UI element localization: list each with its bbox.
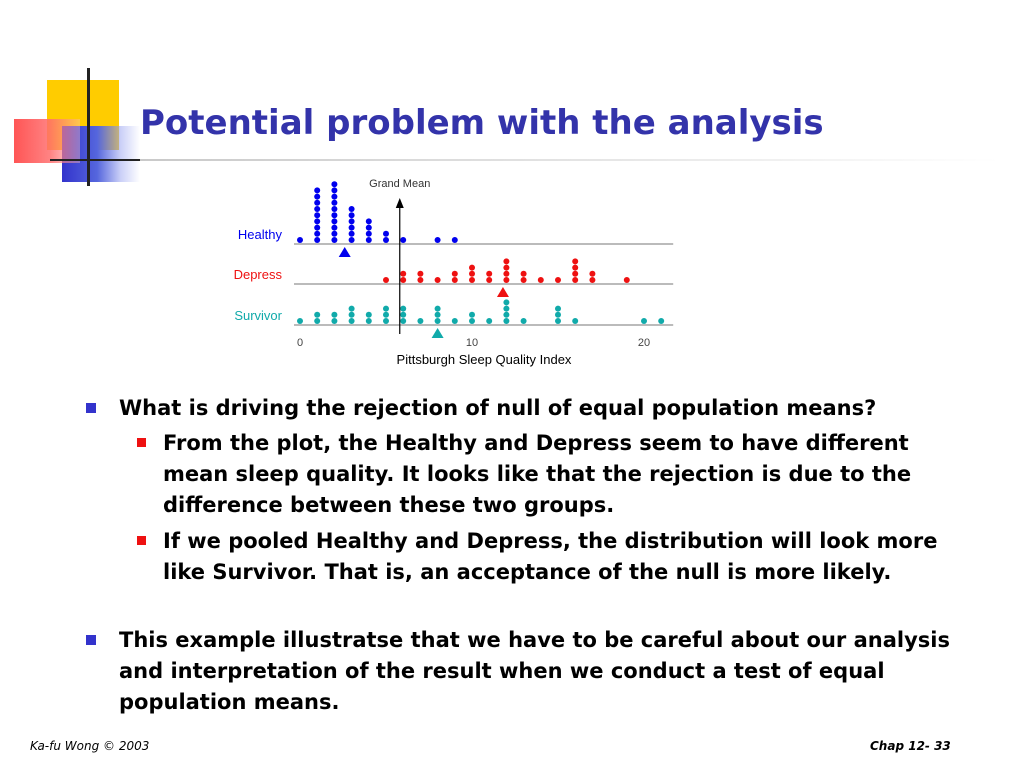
data-point-depress <box>417 277 423 283</box>
data-point-survivor <box>452 318 458 324</box>
data-point-healthy <box>314 237 320 243</box>
data-point-depress <box>589 271 595 277</box>
grand-mean-label: Grand Mean <box>369 178 431 190</box>
data-point-healthy <box>331 225 337 231</box>
data-point-healthy <box>366 225 372 231</box>
data-point-depress <box>521 271 527 277</box>
decor-horizontal-line <box>50 159 140 161</box>
data-point-healthy <box>331 206 337 212</box>
data-point-healthy <box>331 187 337 193</box>
slide-title: Potential problem with the analysis <box>140 103 824 143</box>
data-point-survivor <box>383 306 389 312</box>
title-underline <box>140 159 1000 161</box>
data-point-healthy <box>400 237 406 243</box>
data-point-survivor <box>572 318 578 324</box>
data-point-survivor <box>314 318 320 324</box>
data-point-depress <box>469 271 475 277</box>
data-point-survivor <box>314 312 320 318</box>
data-point-survivor <box>469 318 475 324</box>
data-point-survivor <box>417 318 423 324</box>
data-point-depress <box>589 277 595 283</box>
data-point-healthy <box>331 218 337 224</box>
data-point-survivor <box>400 318 406 324</box>
data-point-survivor <box>297 318 303 324</box>
data-point-healthy <box>349 237 355 243</box>
bullet-marker <box>86 635 96 645</box>
data-point-healthy <box>314 225 320 231</box>
data-point-healthy <box>314 200 320 206</box>
data-point-depress <box>452 271 458 277</box>
data-point-depress <box>503 265 509 271</box>
data-point-survivor <box>555 306 561 312</box>
mean-marker-survivor <box>432 328 444 338</box>
data-point-healthy <box>331 200 337 206</box>
data-point-depress <box>452 277 458 283</box>
data-point-depress <box>435 277 441 283</box>
data-point-healthy <box>452 237 458 243</box>
data-point-healthy <box>331 181 337 187</box>
data-point-survivor <box>400 312 406 318</box>
data-point-survivor <box>435 306 441 312</box>
data-point-healthy <box>314 194 320 200</box>
data-point-depress <box>503 258 509 264</box>
data-point-survivor <box>555 312 561 318</box>
data-point-survivor <box>383 312 389 318</box>
mean-marker-depress <box>497 287 509 297</box>
data-point-survivor <box>349 318 355 324</box>
data-point-depress <box>469 277 475 283</box>
data-point-depress <box>417 271 423 277</box>
data-point-healthy <box>331 237 337 243</box>
data-point-healthy <box>383 231 389 237</box>
data-point-survivor <box>503 306 509 312</box>
data-point-healthy <box>366 218 372 224</box>
data-point-survivor <box>641 318 647 324</box>
data-point-survivor <box>331 318 337 324</box>
data-point-survivor <box>383 318 389 324</box>
data-point-survivor <box>503 312 509 318</box>
data-point-healthy <box>366 237 372 243</box>
data-point-survivor <box>555 318 561 324</box>
data-point-depress <box>400 271 406 277</box>
data-point-healthy <box>383 237 389 243</box>
bullet-level2-2: If we pooled Healthy and Depress, the distribution will look more like Survivor. That is, an acceptance of the null is more likely. <box>163 529 938 584</box>
data-point-healthy <box>349 206 355 212</box>
data-point-healthy <box>297 237 303 243</box>
data-point-depress <box>400 277 406 283</box>
data-point-healthy <box>331 194 337 200</box>
decor-vertical-line <box>87 68 90 186</box>
data-point-healthy <box>314 206 320 212</box>
x-tick-label: 0 <box>296 337 304 349</box>
data-point-healthy <box>314 231 320 237</box>
data-point-survivor <box>658 318 664 324</box>
data-point-survivor <box>400 306 406 312</box>
grand-mean-arrow <box>396 198 404 208</box>
data-point-survivor <box>503 318 509 324</box>
data-point-healthy <box>349 231 355 237</box>
data-point-depress <box>503 271 509 277</box>
data-point-depress <box>624 277 630 283</box>
footer-author: Ka-fu Wong © 2003 <box>30 739 150 753</box>
data-point-healthy <box>314 212 320 218</box>
series-label-depress: Depress <box>233 267 282 282</box>
data-point-depress <box>572 265 578 271</box>
data-point-depress <box>555 277 561 283</box>
x-axis-label: Pittsburgh Sleep Quality Index <box>396 352 572 367</box>
dot-plot-chart <box>200 170 690 370</box>
data-point-depress <box>572 271 578 277</box>
bullet-marker <box>137 438 146 447</box>
data-point-depress <box>469 265 475 271</box>
data-point-survivor <box>486 318 492 324</box>
data-point-survivor <box>366 318 372 324</box>
data-point-healthy <box>349 212 355 218</box>
data-point-survivor <box>349 312 355 318</box>
data-point-survivor <box>435 312 441 318</box>
data-point-survivor <box>469 312 475 318</box>
data-point-depress <box>572 277 578 283</box>
series-label-survivor: Survivor <box>234 308 282 323</box>
data-point-survivor <box>366 312 372 318</box>
data-point-healthy <box>366 231 372 237</box>
data-point-healthy <box>331 212 337 218</box>
data-point-survivor <box>349 306 355 312</box>
x-tick-label: 20 <box>637 337 651 349</box>
data-point-survivor <box>435 318 441 324</box>
data-point-survivor <box>521 318 527 324</box>
bullet-level1-2: This example illustratse that we have to be careful about our analysis and interpretation of the result when we conduct a test of equal population means. <box>119 628 950 714</box>
bullet-level1-1: What is driving the rejection of null of equal population means? <box>119 396 877 420</box>
data-point-depress <box>383 277 389 283</box>
footer-page-number: Chap 12- 33 <box>870 739 951 753</box>
data-point-healthy <box>349 218 355 224</box>
series-label-healthy: Healthy <box>237 227 282 242</box>
data-point-healthy <box>331 231 337 237</box>
data-point-depress <box>486 271 492 277</box>
data-point-depress <box>486 277 492 283</box>
data-point-healthy <box>349 225 355 231</box>
data-point-survivor <box>331 312 337 318</box>
bullet-marker <box>86 403 96 413</box>
x-tick-label: 10 <box>465 337 479 349</box>
data-point-depress <box>521 277 527 283</box>
data-point-depress <box>572 258 578 264</box>
data-point-depress <box>538 277 544 283</box>
data-point-depress <box>503 277 509 283</box>
mean-marker-healthy <box>339 247 351 257</box>
bullet-level2-1: From the plot, the Healthy and Depress seem to have different mean sleep quality. It looks like that the rejection is due to the difference between these two groups. <box>163 431 912 517</box>
data-point-survivor <box>503 299 509 305</box>
decor-red-square <box>14 119 80 163</box>
data-point-healthy <box>314 218 320 224</box>
bullet-marker <box>137 536 146 545</box>
data-point-healthy <box>435 237 441 243</box>
data-point-healthy <box>314 187 320 193</box>
